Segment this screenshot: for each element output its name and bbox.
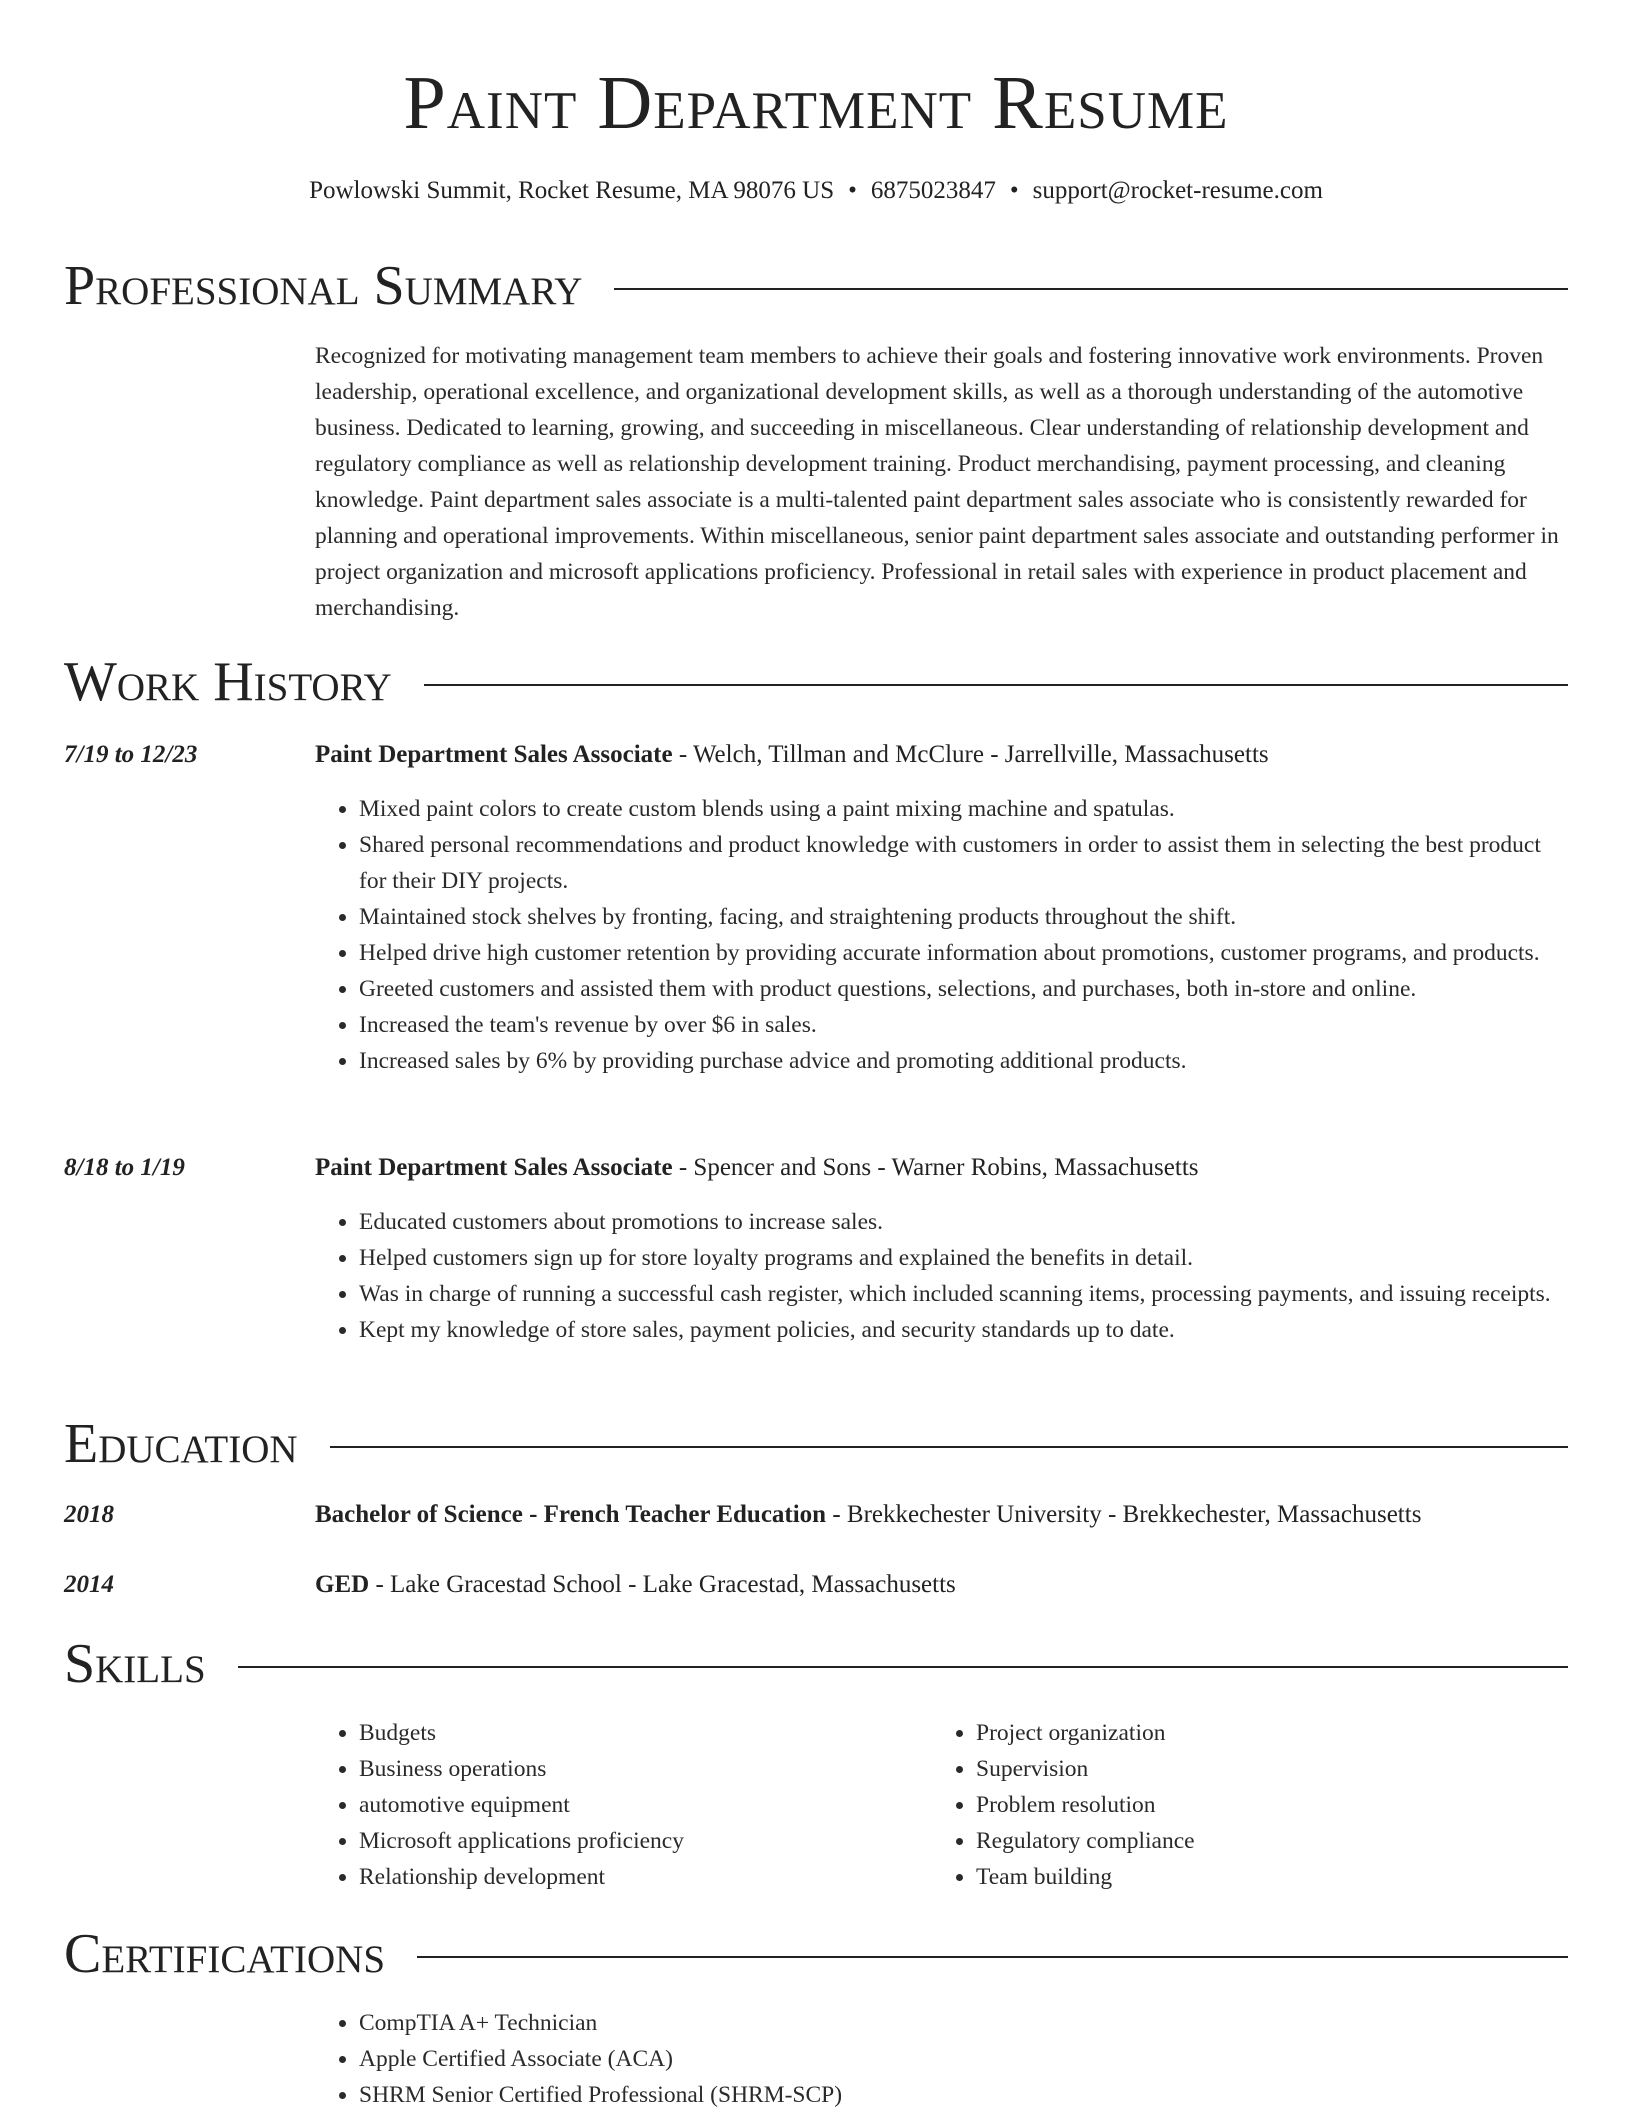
contact-line: [0, 174, 1632, 208]
job-bullet: • Greeted customers and assisted them with product questions, selections, and purchases, both in-store and online.: [359, 971, 1569, 1007]
certification-item: • Apple Certified Associate (ACA): [359, 2041, 1459, 2077]
education-year: 2018: [64, 1501, 114, 1528]
contact-email[interactable]: support@rocket-resume.com: [1032, 177, 1323, 204]
job-bullet: • Helped customers sign up for store loyalty programs and explained the benefits in detail.: [359, 1240, 1569, 1276]
section-title: Skills: [64, 1633, 206, 1695]
certification-item: • SHRM Senior Certified Professional (SHRM-SCP): [359, 2077, 1459, 2113]
contact-address: Powlowski Summit, Rocket Resume, MA 98076 US: [309, 177, 835, 204]
certifications-list: [315, 2005, 1459, 2113]
resume-title: Paint Department Resume: [403, 61, 1229, 145]
job-heading: [315, 1150, 1570, 1186]
section-title: Work History: [64, 651, 392, 713]
skill-item: • Business operations: [359, 1751, 919, 1787]
skill-item: • Problem resolution: [976, 1787, 1536, 1823]
education-details: - Brekkechester University - Brekkechester, Massachusetts: [826, 1501, 1422, 1528]
job-bullet: • Maintained stock shelves by fronting, facing, and straightening products throughout the shift.: [359, 899, 1569, 935]
job-bullet: • Increased sales by 6% by providing purchase advice and promoting additional products.: [359, 1043, 1569, 1079]
job-bullets: [315, 791, 1569, 1079]
skill-item: • Project organization: [976, 1715, 1536, 1751]
job-details: - Welch, Tillman and McClure - Jarrellville, Massachusetts: [672, 741, 1269, 768]
job-bullet: • Educated customers about promotions to increase sales.: [359, 1204, 1569, 1240]
education-details: - Lake Gracestad School - Lake Gracestad, Massachusetts: [369, 1571, 956, 1598]
skill-item: • automotive equipment: [359, 1787, 919, 1823]
section-header-summary: [64, 254, 1568, 318]
skills-list-right: [932, 1715, 1536, 1895]
skill-item: • Supervision: [976, 1751, 1536, 1787]
section-divider: [424, 684, 1568, 686]
section-header-skills: [64, 1632, 1568, 1696]
section-header-work-history: [64, 650, 1568, 714]
job-details: - Spencer and Sons - Warner Robins, Massachusetts: [672, 1154, 1199, 1181]
skill-item: • Microsoft applications proficiency: [359, 1823, 919, 1859]
job-bullets: [315, 1204, 1569, 1348]
contact-phone: 6875023847: [870, 177, 996, 204]
job-bullet: • Increased the team's revenue by over $6 in sales.: [359, 1007, 1569, 1043]
skill-item: • Budgets: [359, 1715, 919, 1751]
section-title: Professional Summary: [64, 255, 583, 317]
job-bullet: • Mixed paint colors to create custom blends using a paint mixing machine and spatulas.: [359, 791, 1569, 827]
job-heading: [315, 737, 1570, 773]
section-divider: [417, 1956, 1568, 1958]
skill-item: • Team building: [976, 1859, 1536, 1895]
education-year: 2014: [64, 1571, 114, 1598]
education-heading: [315, 1497, 1570, 1533]
contact-separator: •: [1009, 177, 1019, 204]
skills-list-left: [315, 1715, 919, 1895]
job-dates: 7/19 to 12/23: [64, 741, 198, 768]
education-degree: GED: [315, 1571, 370, 1598]
certification-item: • CompTIA A+ Technician: [359, 2005, 1459, 2041]
job-dates: 8/18 to 1/19: [64, 1154, 185, 1181]
education-heading: [315, 1567, 1570, 1603]
contact-separator: •: [848, 177, 857, 204]
section-divider: [330, 1446, 1568, 1448]
job-bullet: • Was in charge of running a successful cash register, which included scanning items, processing payments, and issuing receipts.: [359, 1276, 1569, 1312]
job-bullet: • Shared personal recommendations and product knowledge with customers in order to assist them in selecting the best product for their DIY projects.: [359, 827, 1569, 899]
section-divider: [614, 288, 1568, 290]
section-title: Certifications: [64, 1923, 386, 1985]
section-divider: [238, 1666, 1568, 1668]
skill-item: • Regulatory compliance: [976, 1823, 1536, 1859]
section-header-certifications: [64, 1922, 1568, 1986]
section-title: Education: [64, 1413, 298, 1475]
job-bullet: • Helped drive high customer retention by providing accurate information about promotions, customer programs, and products.: [359, 935, 1569, 971]
job-bullet: • Kept my knowledge of store sales, payment policies, and security standards up to date.: [359, 1312, 1569, 1348]
education-degree: Bachelor of Science - French Teacher Education: [315, 1501, 827, 1528]
summary-text: Recognized for motivating management team members to achieve their goals and fostering innovative work environments. Proven leadership, operational excellence, and organizational development skills, as well as a thorough understanding of the automotive business. Dedicated to learning, growing, and succeeding in miscellaneous. Clear understanding of relationship development and regulatory compliance as well as relationship development training. Product merchandising, payment processing, and cleaning knowledge. Paint department sales associate is a multi-talented paint department sales associate who is consistently rewarded for planning and operational improvements. Within miscellaneous, senior paint department sales associate and outstanding performer in project organization and microsoft applications proficiency. Professional in retail sales with experience in product placement and merchandising.: [315, 343, 1559, 621]
job-role: Paint Department Sales Associate: [315, 741, 673, 768]
skill-item: • Relationship development: [359, 1859, 919, 1895]
job-role: Paint Department Sales Associate: [315, 1154, 673, 1181]
section-header-education: [64, 1412, 1568, 1476]
